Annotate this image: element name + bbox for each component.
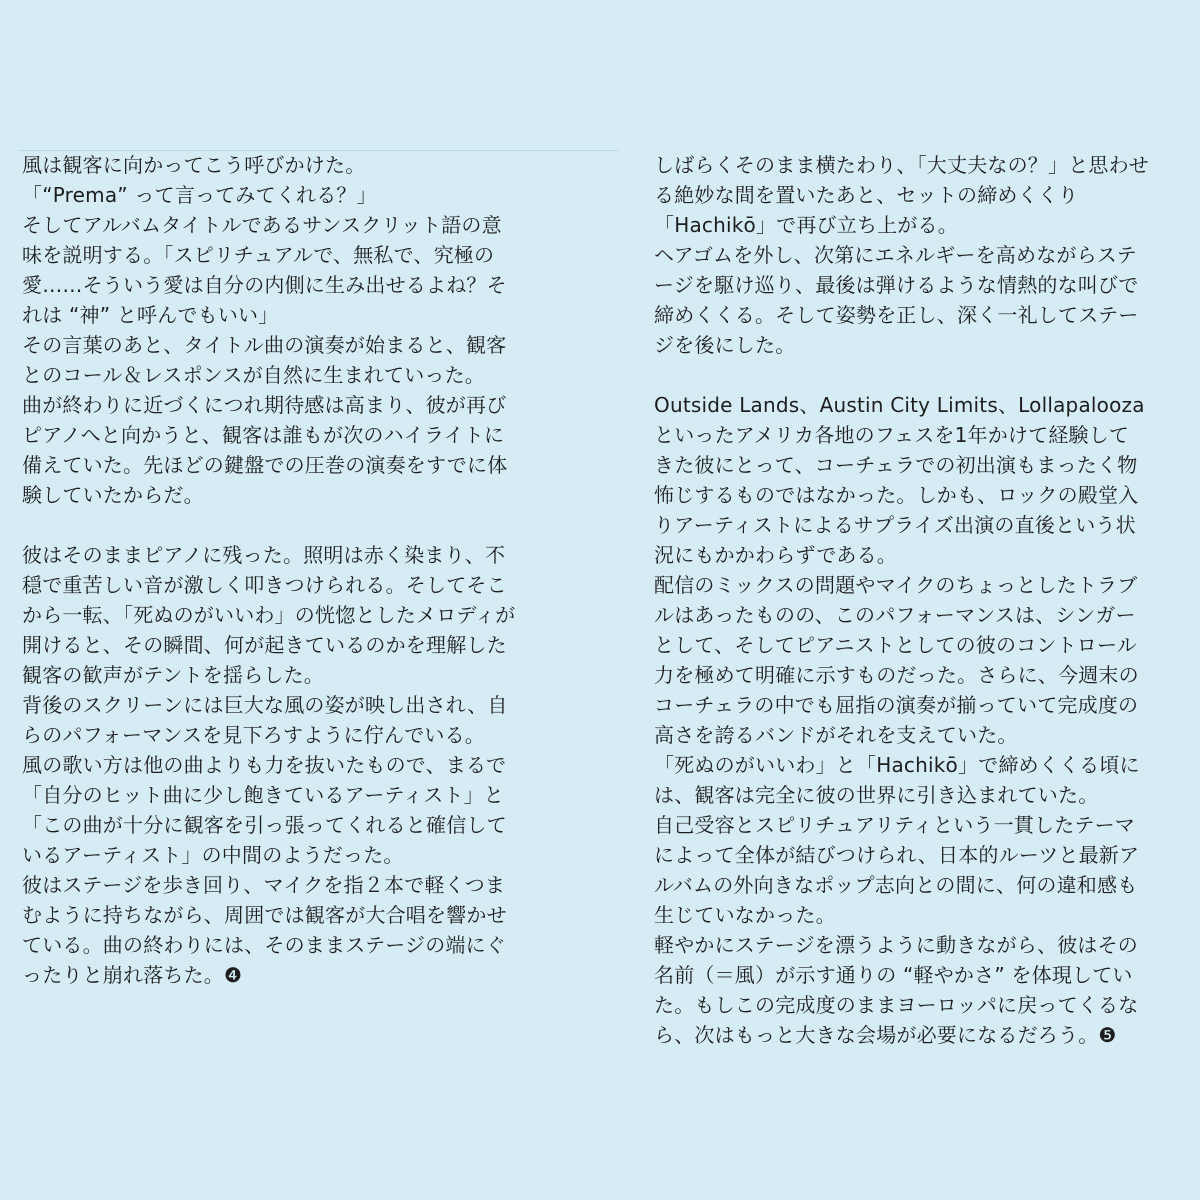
text-line: といったアメリカ各地のフェスを1年かけて経験して	[654, 423, 1130, 447]
text-line: 配信のミックスの問題やマイクのちょっとしたトラブ	[654, 573, 1138, 597]
text-line: 「死ぬのがいいわ」と「Hachikō」で締めくくる頃に	[654, 753, 1140, 777]
left-column	[22, 150, 582, 990]
text-line: として、そしてピアニストとしての彼のコントロール	[654, 633, 1137, 657]
text-line: とのコール＆レスポンスが自然に生まれていった。	[22, 363, 485, 387]
text-line: 彼はステージを歩き回り、マイクを指２本で軽くつま	[22, 873, 506, 897]
text-line: らのパフォーマンスを見下ろすように佇んでいる。	[22, 723, 485, 747]
text-line: 怖じするものではなかった。しかも、ロックの殿堂入	[654, 483, 1139, 507]
text-line: から一転、「死ぬのがいいわ」の恍惚としたメロディが	[22, 603, 516, 627]
text-line: 愛……そういう愛は自分の内側に生み出せるよね？そ	[22, 273, 507, 297]
text-line: 背後のスクリーンには巨大な風の姿が映し出され、自	[22, 693, 508, 717]
text-line: 「Hachikō」で再び立ち上がる。	[654, 213, 958, 237]
text-line: ピアノへと向かうと、観客は誰もが次のハイライトに	[22, 423, 505, 447]
text-line: いるアーティスト」の中間のようだった。	[22, 843, 404, 867]
text-line	[22, 510, 582, 540]
text-line: る絶妙な間を置いたあと、セットの締めくくり	[654, 183, 1079, 207]
text-line: 軽やかにステージを漂うように動きながら、彼はその	[654, 933, 1138, 957]
text-line: ヘアゴムを外し、次第にエネルギーを高めながらステ	[654, 243, 1137, 267]
text-line: ったりと崩れ落ちた。❹	[22, 963, 243, 987]
text-line: しばらくそのまま横たわり、「大丈夫なの？」と思わせ	[654, 153, 1149, 177]
text-line: 力を極めて明確に示すものだった。さらに、今週末の	[654, 663, 1139, 687]
text-line: ら、次はもっと大きな会場が必要になるだろう。❺	[654, 1023, 1117, 1047]
text-line: 名前（＝風）が示す通りの “軽やかさ” を体現してい	[654, 963, 1133, 987]
text-line: 況にもかかわらずである。	[654, 543, 897, 567]
text-line: 観客の歓声がテントを揺らした。	[22, 663, 324, 687]
text-line: むように持ちながら、周囲では観客が大合唱を響かせ	[22, 903, 507, 927]
text-line: た。もしこの完成度のままヨーロッパに戻ってくるな	[654, 993, 1139, 1017]
right-column	[654, 150, 1200, 1050]
text-line: 「“Prema” って言ってみてくれる？」	[22, 183, 377, 207]
text-line: 曲が終わりに近づくにつれ期待感は高まり、彼が再び	[22, 393, 507, 417]
text-line: 風の歌い方は他の曲よりも力を抜いたもので、まるで	[22, 753, 507, 777]
text-line: 「自分のヒット曲に少し飽きているアーティスト」と	[22, 783, 504, 807]
text-line: 「この曲が十分に観客を引っ張ってくれると確信して	[22, 813, 507, 837]
text-line: ルバムの外向きなポップ志向との間に、何の違和感も	[654, 873, 1138, 897]
text-line: 風は観客に向かってこう呼びかけた。	[22, 153, 366, 177]
text-line: ジを後にした。	[654, 333, 796, 357]
text-line: によって全体が結びつけられ、日本的ルーツと最新ア	[654, 843, 1140, 867]
text-line: 験していたからだ。	[22, 483, 204, 507]
text-line: きた彼にとって、コーチェラでの初出演もまったく物	[654, 453, 1138, 477]
text-line: ルはあったものの、このパフォーマンスは、シンガー	[654, 603, 1136, 627]
text-line: 自己受容とスピリチュアリティという一貫したテーマ	[654, 813, 1135, 837]
text-line: コーチェラの中でも屈指の演奏が揃っていて完成度の	[654, 693, 1139, 717]
text-line: ージを駆け巡り、最後は弾けるような情熱的な叫びで	[654, 273, 1139, 297]
text-line: 彼はそのままピアノに残った。照明は赤く染まり、不	[22, 543, 506, 567]
text-line: Outside Lands、Austin City Limits、Lollapalooza	[654, 393, 1145, 417]
text-line: 開けると、その瞬間、何が起きているのかを理解した	[22, 633, 507, 657]
text-line: 味を説明する。「スピリチュアルで、無私で、究極の	[22, 243, 495, 267]
text-line: ている。曲の終わりには、そのままステージの端にぐ	[22, 933, 506, 957]
text-line: れは “神” と呼んでもいい」	[22, 303, 279, 327]
text-line: 高さを誇るバンドがそれを支えていた。	[654, 723, 1018, 747]
text-line: りアーティストによるサプライズ出演の直後という状	[654, 513, 1136, 537]
text-line: は、観客は完全に彼の世界に引き込まれていた。	[654, 783, 1099, 807]
text-line	[654, 360, 1200, 390]
text-line: その言葉のあと、タイトル曲の演奏が始まると、観客	[22, 333, 507, 357]
text-line: 締めくくる。そして姿勢を正し、深く一礼してステー	[654, 303, 1139, 327]
text-line: 備えていた。先ほどの鍵盤での圧巻の演奏をすでに体	[22, 453, 508, 477]
text-line: 穏で重苦しい音が激しく叩きつけられる。そしてそこ	[22, 573, 507, 597]
text-line: 生じていなかった。	[654, 903, 836, 927]
text-line: そしてアルバムタイトルであるサンスクリット語の意	[22, 213, 502, 237]
